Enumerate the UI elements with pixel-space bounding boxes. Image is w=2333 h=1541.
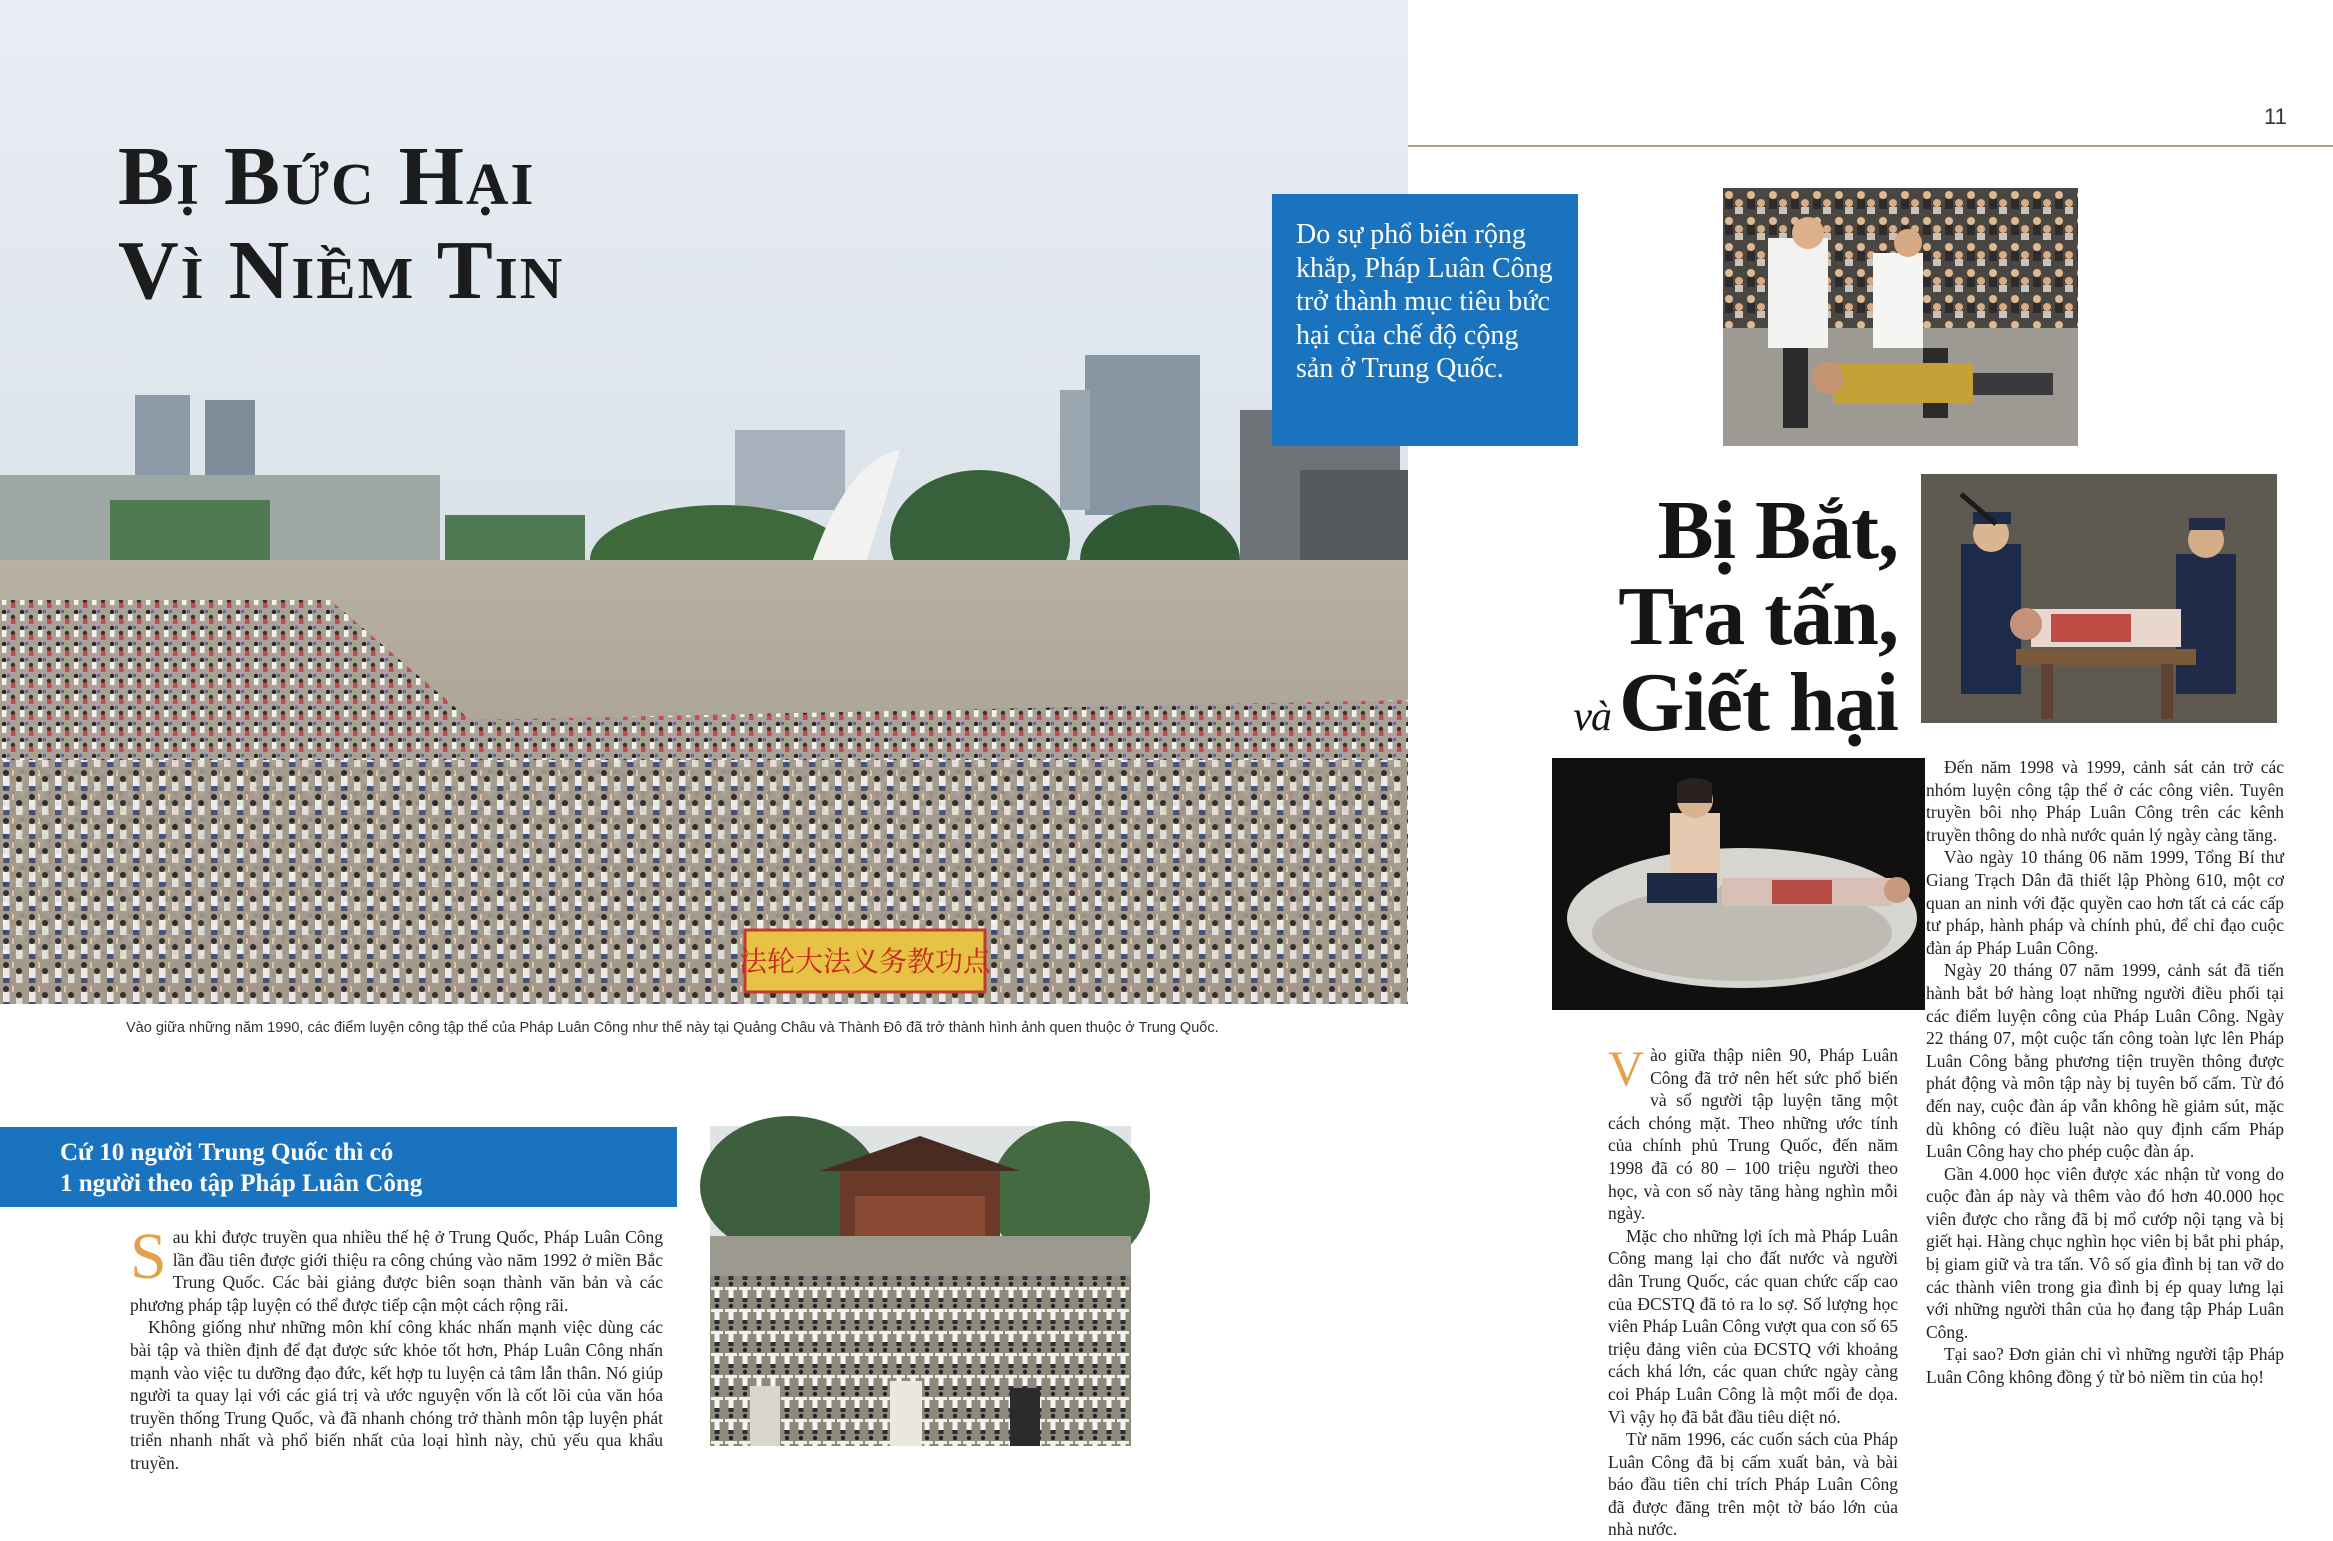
right-page-title — [1573, 484, 1898, 760]
middle-column-text — [1608, 1040, 1898, 1541]
dropcap-v: V — [1608, 1040, 1645, 1096]
hero-caption: Vào giữa những năm 1990, các điểm luyện công tập thể của Pháp Luân Công như thế này tại Quảng Châu và Thành Đô đã trở thành hình ảnh quen thuộc ở Trung Quốc. — [126, 1020, 1219, 1036]
left-paragraph-2: Không giống như những môn khí công khác nhấn mạnh việc dùng các bài tập và thiền định để đạt được sức khỏe tốt hơn, Pháp Luân Công nhấn mạnh vào việc tu dưỡng đạo đức, kết hợp tu luyện cả tâm lẫn thân. Nó giúp người ta quay lại với các giá trị và ước nguyện vốn là cốt lõi của văn hóa truyền thống Trung Quốc, và đã nhanh chóng trở thành môn tập luyện phát triển nhanh nhất và phổ biến nhất của loại hình này, chủ yếu qua khẩu truyền. — [130, 1317, 663, 1473]
right-title-line-3-text: Giết hại — [1619, 656, 1898, 749]
right-title-line-1: Bị Bắt, — [1657, 484, 1898, 577]
right-paragraph-5: Tại sao? Đơn giản chỉ vì những người tập Pháp Luân Công không đồng ý từ bỏ niềm tin của họ! — [1926, 1344, 2284, 1388]
right-paragraph-2: Vào ngày 10 tháng 06 năm 1999, Tổng Bí thư Giang Trạch Dân đã thiết lập Phòng 610, một cơ quan an ninh với đặc quyền cao hơn tất cả các cấp tư pháp, hành pháp và chính phủ, để chỉ đạo cuộc đàn áp Pháp Luân Công. — [1926, 847, 2284, 958]
left-paragraph-1 — [130, 1220, 663, 1316]
section-banner — [0, 1127, 677, 1207]
dropcap-s: S — [130, 1220, 167, 1293]
banner-line-1: Cứ 10 người Trung Quốc thì có — [60, 1139, 394, 1166]
torture-painting-photo — [1921, 474, 2277, 723]
intro-callout: Do sự phổ biến rộng khắp, Pháp Luân Công trở thành mục tiêu bức hại của chế độ cộng sản ở Trung Quốc. — [1272, 194, 1578, 446]
mid-paragraph-3: Từ năm 1996, các cuốn sách của Pháp Luân Công đã bị cấm xuất bản, và bài báo đầu tiên chỉ trích Pháp Luân Công đã được đăng trên một tờ báo lớn của nhà nước. — [1608, 1429, 1898, 1540]
left-page-title — [118, 130, 818, 318]
title-line-2: Vì Niềm Tin — [118, 224, 565, 317]
right-paragraph-3: Ngày 20 tháng 07 năm 1999, cảnh sát đã tiến hành bắt bớ hàng loạt những người điều phối tại các điểm luyện công của Pháp Luân Công. Ngày 22 tháng 07, một cuộc tấn công toàn lực lên Pháp Luân Công bằng phương tiện truyền thông được phát động và môn tập này bị tuyên bố cấm. Từ đó đến nay, cuộc đàn áp vẫn không hề giảm sút, mặc dù không có điều luật nào quy định cấm Pháp Luân Công hay cho phép cuộc đàn áp. — [1926, 960, 2284, 1162]
left-column-text — [130, 1220, 663, 1475]
banner-line-2: 1 người theo tập Pháp Luân Công — [60, 1170, 423, 1197]
left-paragraph-1-text: au khi được truyền qua nhiều thế hệ ở Trung Quốc, Pháp Luân Công lần đầu tiên được giới thiệu ra công chúng vào năm 1992 ở miền Bắc Trung Quốc. Các bài giảng được biên soạn thành văn bản và các phương pháp tập luyện có thể được tiếp cận một cách rộng rãi. — [130, 1227, 663, 1315]
temple-practice-photo — [710, 1126, 1131, 1446]
right-column-text — [1926, 756, 2284, 1389]
page-number: 11 — [2264, 104, 2287, 129]
arrest-photo — [1723, 188, 2078, 446]
right-paragraph-1: Đến năm 1998 và 1999, cảnh sát cản trở các nhóm luyện công tập thể ở các công viên. Tuyên truyền bôi nhọ Pháp Luân Công trên các kênh truyền thông do nhà nước quản lý ngày càng tăng. — [1926, 757, 2284, 845]
title-line-1: Bị Bức Hại — [118, 130, 536, 223]
right-title-line-3 — [1573, 656, 1898, 760]
sculpture-photo — [1552, 758, 1925, 1010]
right-title-va: và — [1573, 694, 1611, 740]
right-paragraph-4: Gần 4.000 học viên được xác nhận từ vong do cuộc đàn áp này và thêm vào đó hơn 40.000 học viên được cho rằng đã bị mổ cướp nội tạng và bị giết hại. Hàng chục nghìn học viên bị bắt phi pháp, bị giam giữ và tra tấn. Vô số gia đình bị tan vỡ do các thành viên trong gia đình bị ép quay lưng lại với những người thân của họ đang tập Pháp Luân Công. — [1926, 1163, 2284, 1342]
mid-paragraph-1 — [1608, 1040, 1898, 1225]
hero-photo-banner-text: 法轮大法义务教功点 — [738, 945, 992, 978]
right-title-line-2: Tra tấn, — [1618, 570, 1898, 663]
header-rule — [1408, 145, 2333, 147]
mid-paragraph-2: Mặc cho những lợi ích mà Pháp Luân Công mang lại cho đất nước và người dân Trung Quốc, các quan chức cấp cao của ĐCSTQ đã tỏ ra lo sợ. Số lượng học viên Pháp Luân Công vượt qua con số 65 triệu đảng viên của ĐCSTQ với khoảng cách khá lớn, các quan chức ngày càng coi Pháp Luân Công là một mối đe dọa. Vì vậy họ đã bắt đầu tiêu diệt nó. — [1608, 1225, 1898, 1427]
mid-paragraph-1-text: ào giữa thập niên 90, Pháp Luân Công đã trở nên hết sức phổ biến và số người tập luyện tăng một cách chóng mặt. Theo những ước tính của chính phủ Trung Quốc, đến năm 1998 đã có 80 – 100 triệu người theo học, và con số này tăng hàng nghìn mỗi ngày. — [1608, 1045, 1898, 1224]
